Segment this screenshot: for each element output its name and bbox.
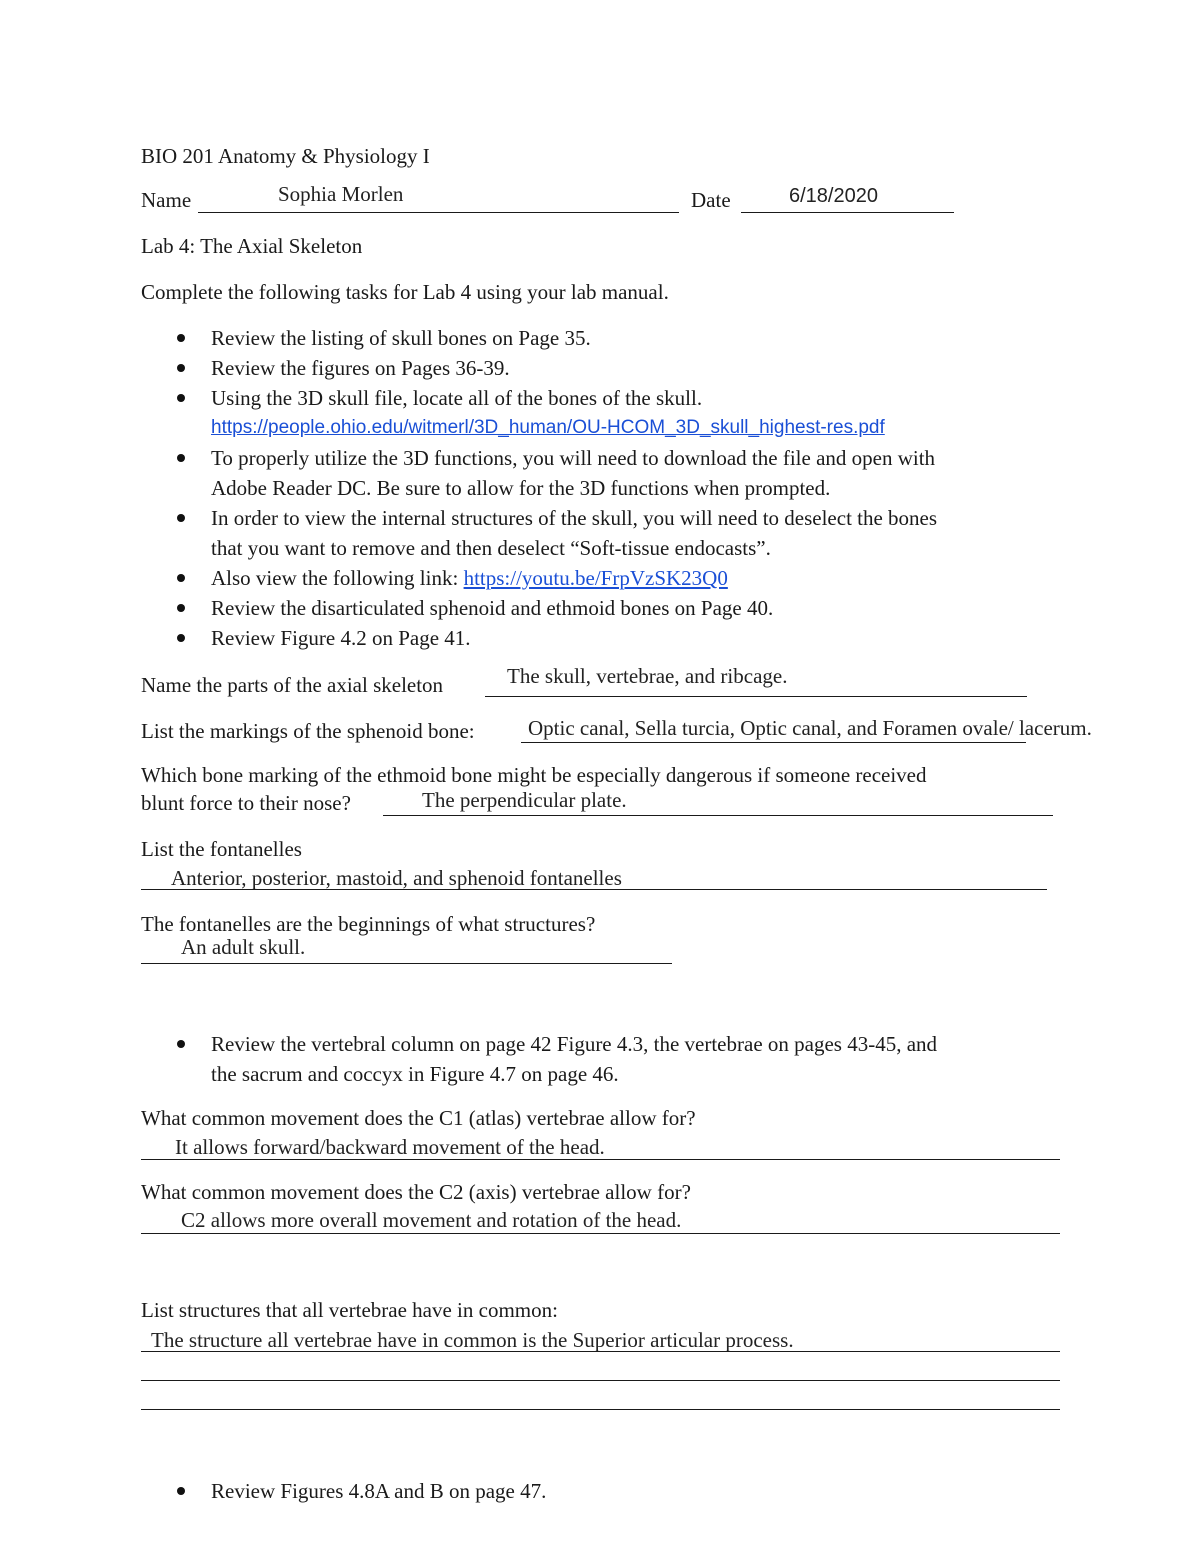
answer-underline — [141, 1351, 1060, 1352]
answer-ethmoid[interactable]: The perpendicular plate. — [422, 788, 627, 812]
answer-vertebrae-common[interactable]: The structure all vertebrae have in common is the Superior articular process. — [151, 1328, 794, 1352]
date-label: Date — [691, 188, 731, 212]
question-axial-parts: Name the parts of the axial skeleton — [141, 673, 444, 697]
answer-underline — [141, 963, 672, 964]
instructions: Complete the following tasks for Lab 4 using your lab manual. — [141, 280, 669, 304]
bullet-icon — [177, 514, 185, 522]
bullet-icon — [177, 604, 185, 612]
question-fontanelles: List the fontanelles — [141, 837, 302, 861]
answer-c1-movement[interactable]: It allows forward/backward movement of the head. — [175, 1135, 605, 1159]
skull-file-link[interactable]: https://people.ohio.edu/witmerl/3D_human/OU-HCOM_3D_skull_highest-res.pdf — [211, 417, 885, 438]
bullet-icon — [177, 1487, 185, 1495]
bullet-icon — [177, 574, 185, 582]
youtube-link[interactable]: https://youtu.be/FrpVzSK23Q0 — [463, 566, 728, 590]
question-ethmoid-continued: blunt force to their nose? — [141, 791, 351, 815]
name-label: Name — [141, 188, 192, 212]
task-item-continued: Adobe Reader DC. Be sure to allow for the 3D functions when prompted. — [211, 476, 831, 500]
answer-fontanelle-structures[interactable]: An adult skull. — [181, 935, 306, 959]
answer-underline — [521, 742, 1026, 743]
bullet-icon — [177, 334, 185, 342]
lab-title: Lab 4: The Axial Skeleton — [141, 234, 363, 258]
answer-underline — [141, 1233, 1060, 1234]
task-link-prefix: Also view the following link: — [211, 566, 464, 590]
bullet-icon — [177, 1040, 185, 1048]
answer-underline — [141, 1159, 1060, 1160]
task-item: In order to view the internal structures of the skull, you will need to deselect the bones — [211, 506, 938, 530]
task-item-continued: the sacrum and coccyx in Figure 4.7 on page 46. — [211, 1062, 619, 1086]
answer-fontanelles[interactable]: Anterior, posterior, mastoid, and sphenoid fontanelles — [171, 866, 622, 890]
answer-underline — [141, 1380, 1060, 1381]
answer-underline — [141, 1409, 1060, 1410]
name-value[interactable]: Sophia Morlen — [278, 182, 404, 206]
task-item: Review the figures on Pages 36-39. — [211, 356, 510, 380]
answer-c2-movement[interactable]: C2 allows more overall movement and rotation of the head. — [181, 1208, 682, 1232]
task-item — [211, 566, 728, 590]
task-item: Review Figure 4.2 on Page 41. — [211, 626, 471, 650]
question-sphenoid-markings: List the markings of the sphenoid bone: — [141, 719, 475, 743]
task-item-continued: that you want to remove and then deselect “Soft-tissue endocasts”. — [211, 536, 771, 560]
bullet-icon — [177, 454, 185, 462]
answer-underline — [485, 696, 1027, 697]
question-fontanelle-structures: The fontanelles are the beginnings of what structures? — [141, 912, 596, 936]
task-item: Review the disarticulated sphenoid and ethmoid bones on Page 40. — [211, 596, 774, 620]
question-ethmoid: Which bone marking of the ethmoid bone might be especially dangerous if someone received — [141, 763, 927, 787]
task-item: To properly utilize the 3D functions, you will need to download the file and open with — [211, 446, 936, 470]
question-vertebrae-common: List structures that all vertebrae have in common: — [141, 1298, 558, 1322]
bullet-icon — [177, 364, 185, 372]
bullet-icon — [177, 634, 185, 642]
task-item: Using the 3D skull file, locate all of the bones of the skull. — [211, 386, 703, 410]
name-underline — [198, 212, 679, 213]
bullet-icon — [177, 394, 185, 402]
question-c1-movement: What common movement does the C1 (atlas) vertebrae allow for? — [141, 1106, 696, 1130]
answer-sphenoid-markings[interactable]: Optic canal, Sella turcia, Optic canal, and Foramen ovale/ lacerum. — [528, 716, 1092, 740]
task-item: Review the listing of skull bones on Page 35. — [211, 326, 591, 350]
answer-underline — [141, 889, 1047, 890]
course-title: BIO 201 Anatomy & Physiology I — [141, 144, 430, 168]
answer-underline — [383, 815, 1053, 816]
answer-axial-parts[interactable]: The skull, vertebrae, and ribcage. — [507, 664, 788, 688]
date-value[interactable]: 6/18/2020 — [789, 185, 878, 207]
date-underline — [741, 212, 954, 213]
question-c2-movement: What common movement does the C2 (axis) vertebrae allow for? — [141, 1180, 691, 1204]
task-item: Review the vertebral column on page 42 Figure 4.3, the vertebrae on pages 43-45, and — [211, 1032, 938, 1056]
task-item: Review Figures 4.8A and B on page 47. — [211, 1479, 547, 1503]
